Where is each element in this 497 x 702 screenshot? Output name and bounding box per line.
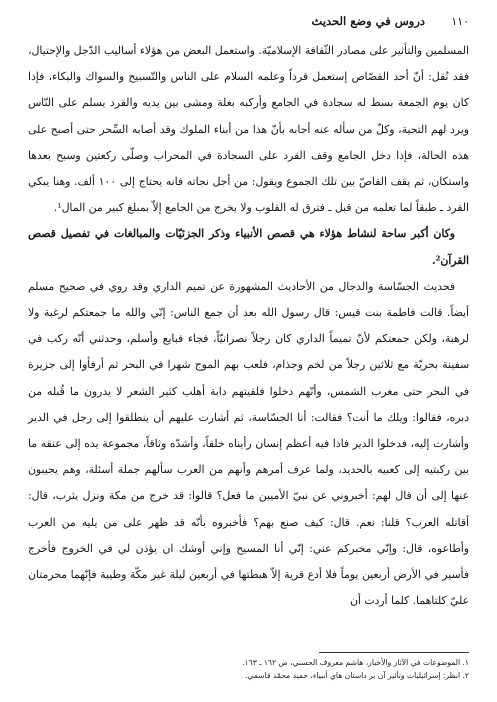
paragraph-3: فحديث الجسّاسة والدجال من الأحاديث المشهورة عن تميم الداري وقد روي في صحيح مسلم أيضاً. قالت فاطمة بنت قيس: قال رسول الله بعد أن جمع الناس: إنّي والله ما جمعتكم لرغبة ولا لرهبة، ولكن جمعتكم لأنّ تميماً الداري كان رجلاً نصرانيّاً، فجاء فبايع وأسلم، وحدثني أنّه ركب في سفينة بحريّة مع ثلاثين رجلاً من لخم وجذام، فلعب بهم الموج شهرا في البحر ثم أرفأوا إلى جزيرة في البحر حتى مغرب الشمس، وأنّهم دخلوا فلقيتهم دابة أهلب كثير الشعر لا يدرون ما قُبله من دبره، فقالوا: ويلك ما أنت؟ فقالت: أنا الجسّاسة، ثم أشارت عليهم أن ينطلقوا إلى رجل في الدير وأشارت إليه، فدخلوا الدير فاذا فيه أعظم إنسان رأيناه خلقاً، وأشدّه وثاقاً، مجموعة يده إلى عنقه ما بين ركبتيه إلى كعبيه بالحديد، ولما عرف أمرهم وأنهم من العرب سألهم جملة أسئلة، وهم يجيبون عنها إلى أن قال لهم: أخبروني عن نبيّ الأميين ما فعل؟ قالوا: قد خرج من مكة ونزل يثرب، قال: أقاتله العرب؟ قلنا: نعم. قال: كيف صنع بهم؟ فأخبروه بأنّه قد ظهر على من يليه من العرب وأطاعوه، قال: وإنّي مخبركم عني: إنّي أنا المسيح وإني أوشك ان يؤذن لي في الخروج فأخرج فأسير في الأرض أربعين يوماً فلا أدع قرية إلاّ هبطتها في أربعين ليلة غير مكّة وطيبة فإنّهما محرمتان عليّ كلتاهما. كلما أردت أن xyxy=(28,279,469,608)
body-text xyxy=(28,38,469,614)
page-header xyxy=(28,12,469,32)
running-title: دروس في وضع الحديث xyxy=(311,14,425,28)
footnote-1: ١. الموضوعات في الآثار والأخبار، هاشم معروف الحسني، ص ١٦٢ ـ ١٦٣. xyxy=(242,658,469,667)
footnotes xyxy=(28,656,469,682)
paragraph-2: وكان أكبر ساحة لنشاط هؤلاء هي قصص الأنبياء وذكر الجزئيّات والمبالغات في تفصيل قصص القرآن². xyxy=(28,227,469,267)
footnote-2: ٢. انظر: إسرائيليات وتأثير آن بر داستان هاي أنبياء، حميد محمّد قاسمي. xyxy=(245,671,469,680)
page-number: ١١٠ xyxy=(451,15,469,28)
paragraph-1: المسلمين والتأثير على مصادر الثّقافة الإسلاميّة. واستعمل البعض من هؤلاء أساليب الدّجل والإحتيال، فقد نُقل: أنّ أحد القصّاص إستعمل قرداً وعلمه السلام على الناس والتّسبيح والسواك والبكاء، فإذا كان يوم الجمعة بسط له سجادة في الجامع وأركبه بغلة ومشى بين يديه والقرد يسلم على النّاس ويرد لهم التحية، وكلّ من سأله عنه أجابه بأنّ هذا من أبناء الملوك وقد أصابه السِّحر حتى أصبح على هذه الحالة، فإذا دخل الجامع وقف القرد على السجادة في المحراب وصلّى ركعتين وسبح بعدها واستكان، ثم يقف القاصّ بين تلك الجموع ويقول: من أجل نجاته فانه يحتاج إلى ١٠٠ ألف. وهنا يبكي القرد ـ طبقاً لما تعلمه من قبل ـ فترق له القلوب ولا يخرج من الجامع إلاّ بمبلغ كبير من المال¹. xyxy=(28,44,469,215)
footnote-divider xyxy=(319,652,469,653)
